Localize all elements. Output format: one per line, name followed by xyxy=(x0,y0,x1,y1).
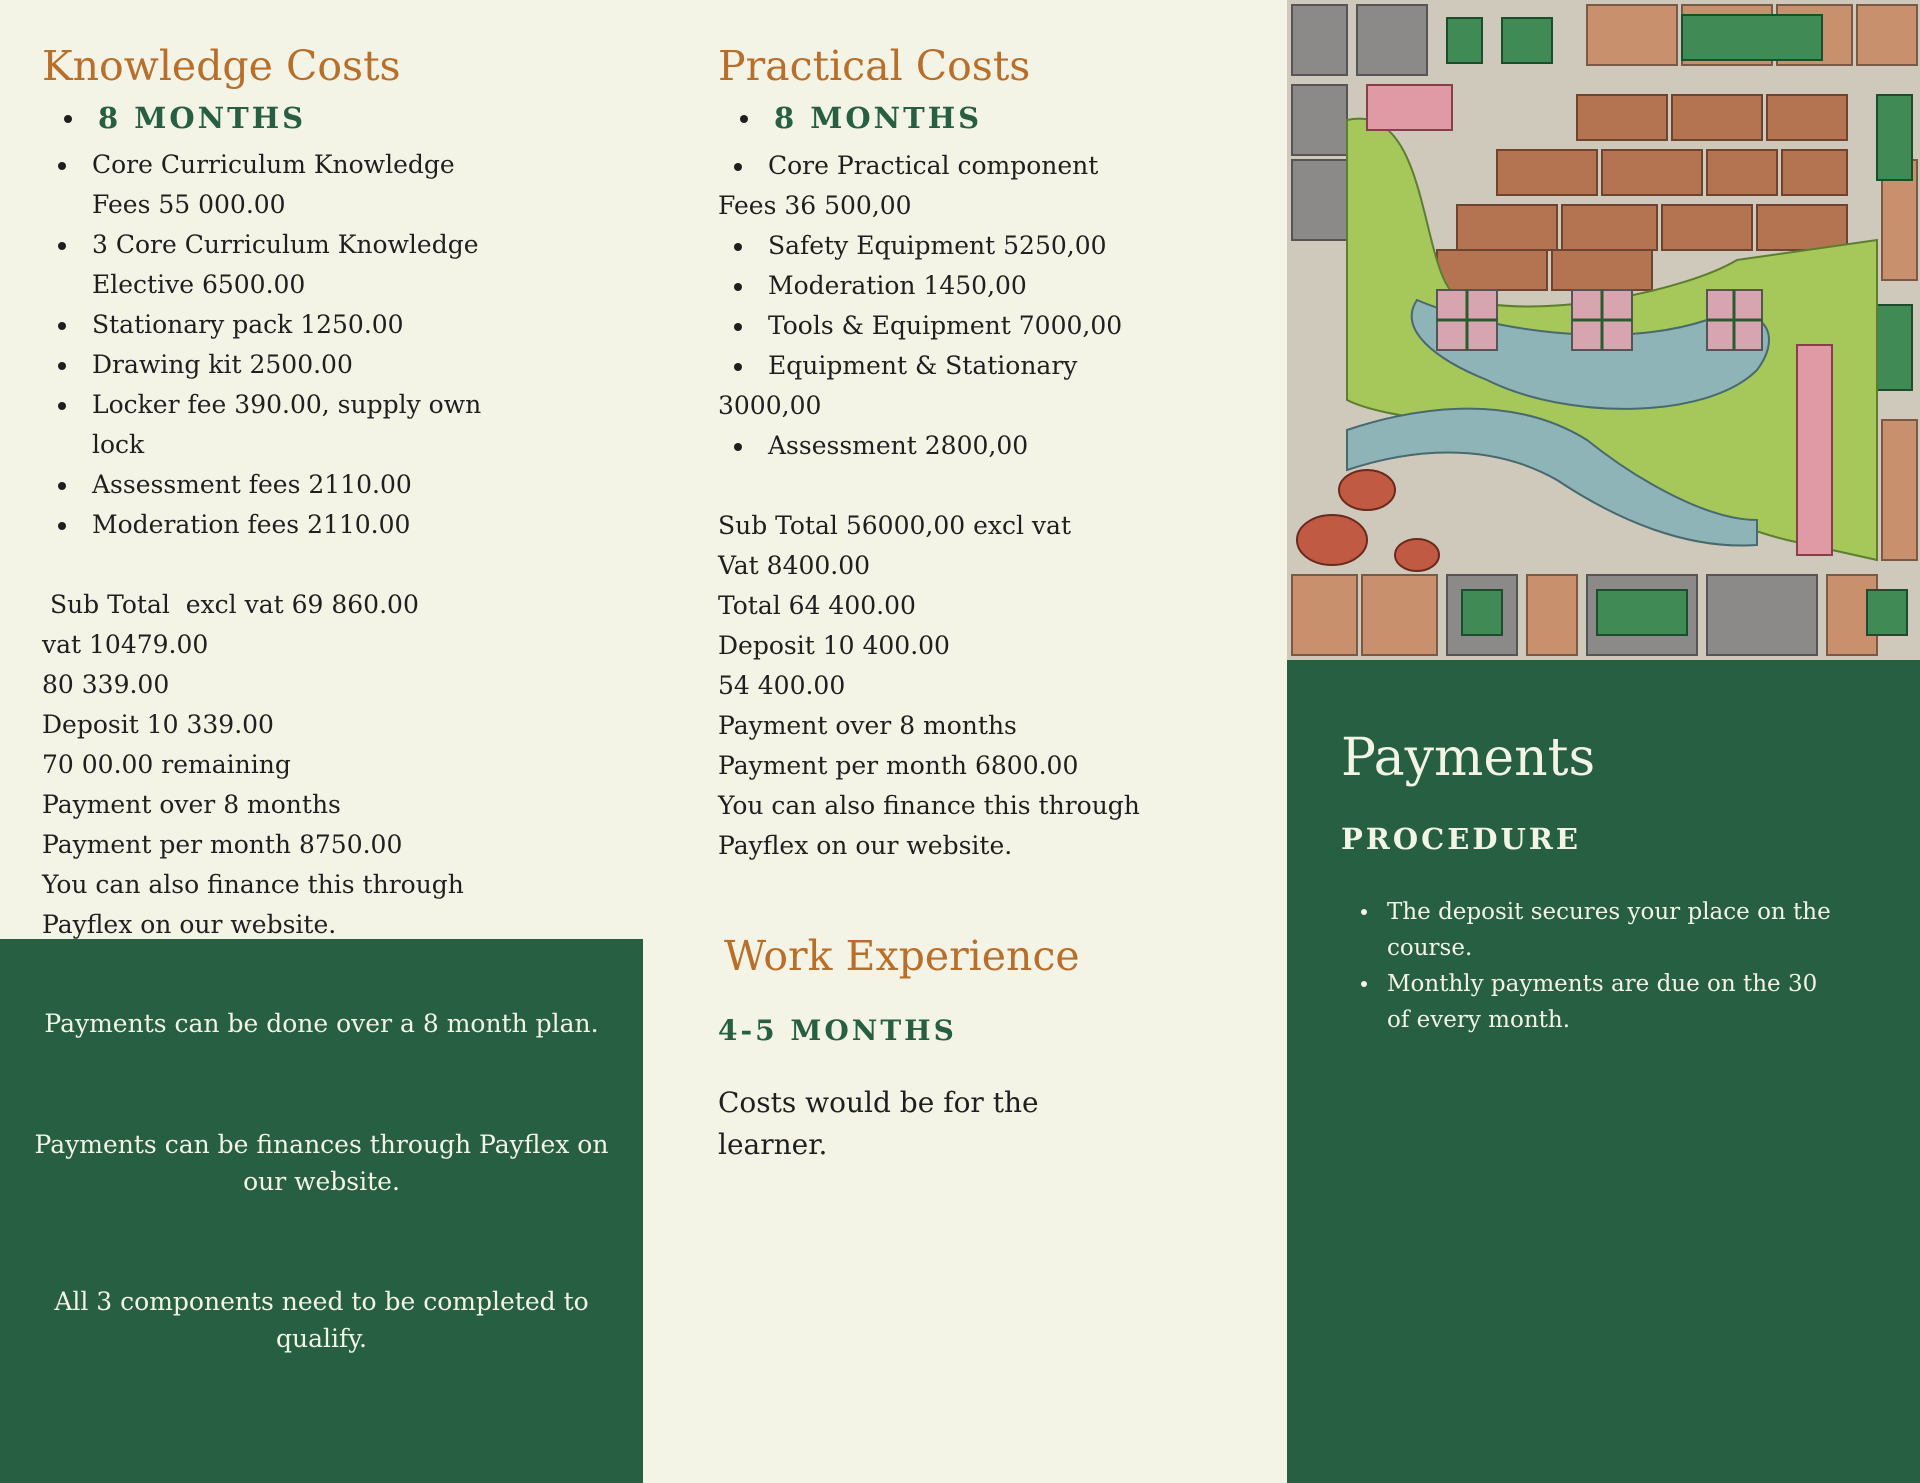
summary-line: Sub Total 56000,00 excl vat xyxy=(718,511,1072,540)
list-item xyxy=(728,98,982,140)
work-months: 4-5 MONTHS xyxy=(718,1014,957,1047)
practical-title: Practical Costs xyxy=(718,42,1031,90)
procedure-subtitle: PROCEDURE xyxy=(1341,822,1581,856)
list-item: Equipment & Stationary xyxy=(722,346,1222,386)
list-item: Tools & Equipment 7000,00 xyxy=(722,306,1222,346)
work-text: Costs would be for the learner. xyxy=(718,1086,1039,1161)
continued-line: Fees 36 500,00 xyxy=(718,191,912,220)
work-experience-title: Work Experience xyxy=(724,932,1080,980)
summary-line: Deposit 10 400.00 xyxy=(718,631,950,660)
garden-plan-image xyxy=(1287,0,1920,660)
list-item: The deposit secures your place on the course. xyxy=(1341,894,1841,966)
summary-line: Payment over 8 months xyxy=(718,711,1017,740)
summary-line: Payment per month 8750.00 xyxy=(42,830,403,859)
list-item: 3 Core Curriculum Knowledge Elective 6500.00 xyxy=(46,225,516,305)
practical-summary xyxy=(718,506,1140,866)
summary-line: 80 339.00 xyxy=(42,670,170,699)
practical-assessment-list xyxy=(722,426,1222,466)
payments-title: Payments xyxy=(1341,728,1596,788)
knowledge-summary xyxy=(42,585,464,945)
summary-line: Payflex on our website. xyxy=(42,910,337,939)
summary-line: 54 400.00 xyxy=(718,671,846,700)
summary-line: Sub Total excl vat 69 860.00 xyxy=(42,590,419,619)
note-components: All 3 components need to be completed to qualify. xyxy=(54,1287,589,1353)
practical-item-1 xyxy=(722,146,1222,186)
practical-column xyxy=(643,0,1287,1483)
procedure-list xyxy=(1341,894,1841,1038)
summary-line: Deposit 10 339.00 xyxy=(42,710,274,739)
work-text-box xyxy=(718,1082,1058,1166)
list-item: Moderation 1450,00 xyxy=(722,266,1222,306)
knowledge-title: Knowledge Costs xyxy=(42,42,401,90)
knowledge-months: 8 MONTHS xyxy=(98,101,307,135)
list-item: Assessment fees 2110.00 xyxy=(46,465,516,505)
continued-line: 3000,00 xyxy=(718,391,822,420)
practical-cost-list xyxy=(722,226,1222,386)
summary-line: vat 10479.00 xyxy=(42,630,209,659)
summary-line: Payment over 8 months xyxy=(42,790,341,819)
list-item: Stationary pack 1250.00 xyxy=(46,305,516,345)
practical-item-cont xyxy=(718,386,821,426)
summary-line: Total 64 400.00 xyxy=(718,591,916,620)
summary-line: You can also finance this through xyxy=(42,870,464,899)
list-item: Monthly payments are due on the 30 of every month. xyxy=(1341,966,1841,1038)
list-item: Moderation fees 2110.00 xyxy=(46,505,516,545)
practical-months: 8 MONTHS xyxy=(774,101,983,135)
note-payflex: Payments can be finances through Payflex on our website. xyxy=(34,1130,609,1196)
practical-months-list xyxy=(728,98,982,140)
summary-line: Payment per month 6800.00 xyxy=(718,751,1079,780)
summary-line: Vat 8400.00 xyxy=(718,551,871,580)
summary-line: 70 00.00 remaining xyxy=(42,750,291,779)
list-item: Assessment 2800,00 xyxy=(722,426,1222,466)
garden-plan-illustration xyxy=(1287,0,1920,660)
note-plan: Payments can be done over a 8 month plan. xyxy=(44,1009,599,1038)
list-item xyxy=(52,98,306,140)
practical-item-1-cont xyxy=(718,186,912,226)
payment-notes-panel xyxy=(0,939,643,1483)
summary-line: Payflex on our website. xyxy=(718,831,1013,860)
list-item: Safety Equipment 5250,00 xyxy=(722,226,1222,266)
list-item: Core Curriculum Knowledge Fees 55 000.00 xyxy=(46,145,516,225)
list-item: Drawing kit 2500.00 xyxy=(46,345,516,385)
knowledge-cost-list xyxy=(46,145,516,545)
knowledge-months-list xyxy=(52,98,306,140)
list-item: Locker fee 390.00, supply own lock xyxy=(46,385,516,465)
list-item: Core Practical component xyxy=(722,146,1222,186)
payments-panel xyxy=(1287,660,1920,1483)
summary-line: You can also finance this through xyxy=(718,791,1140,820)
